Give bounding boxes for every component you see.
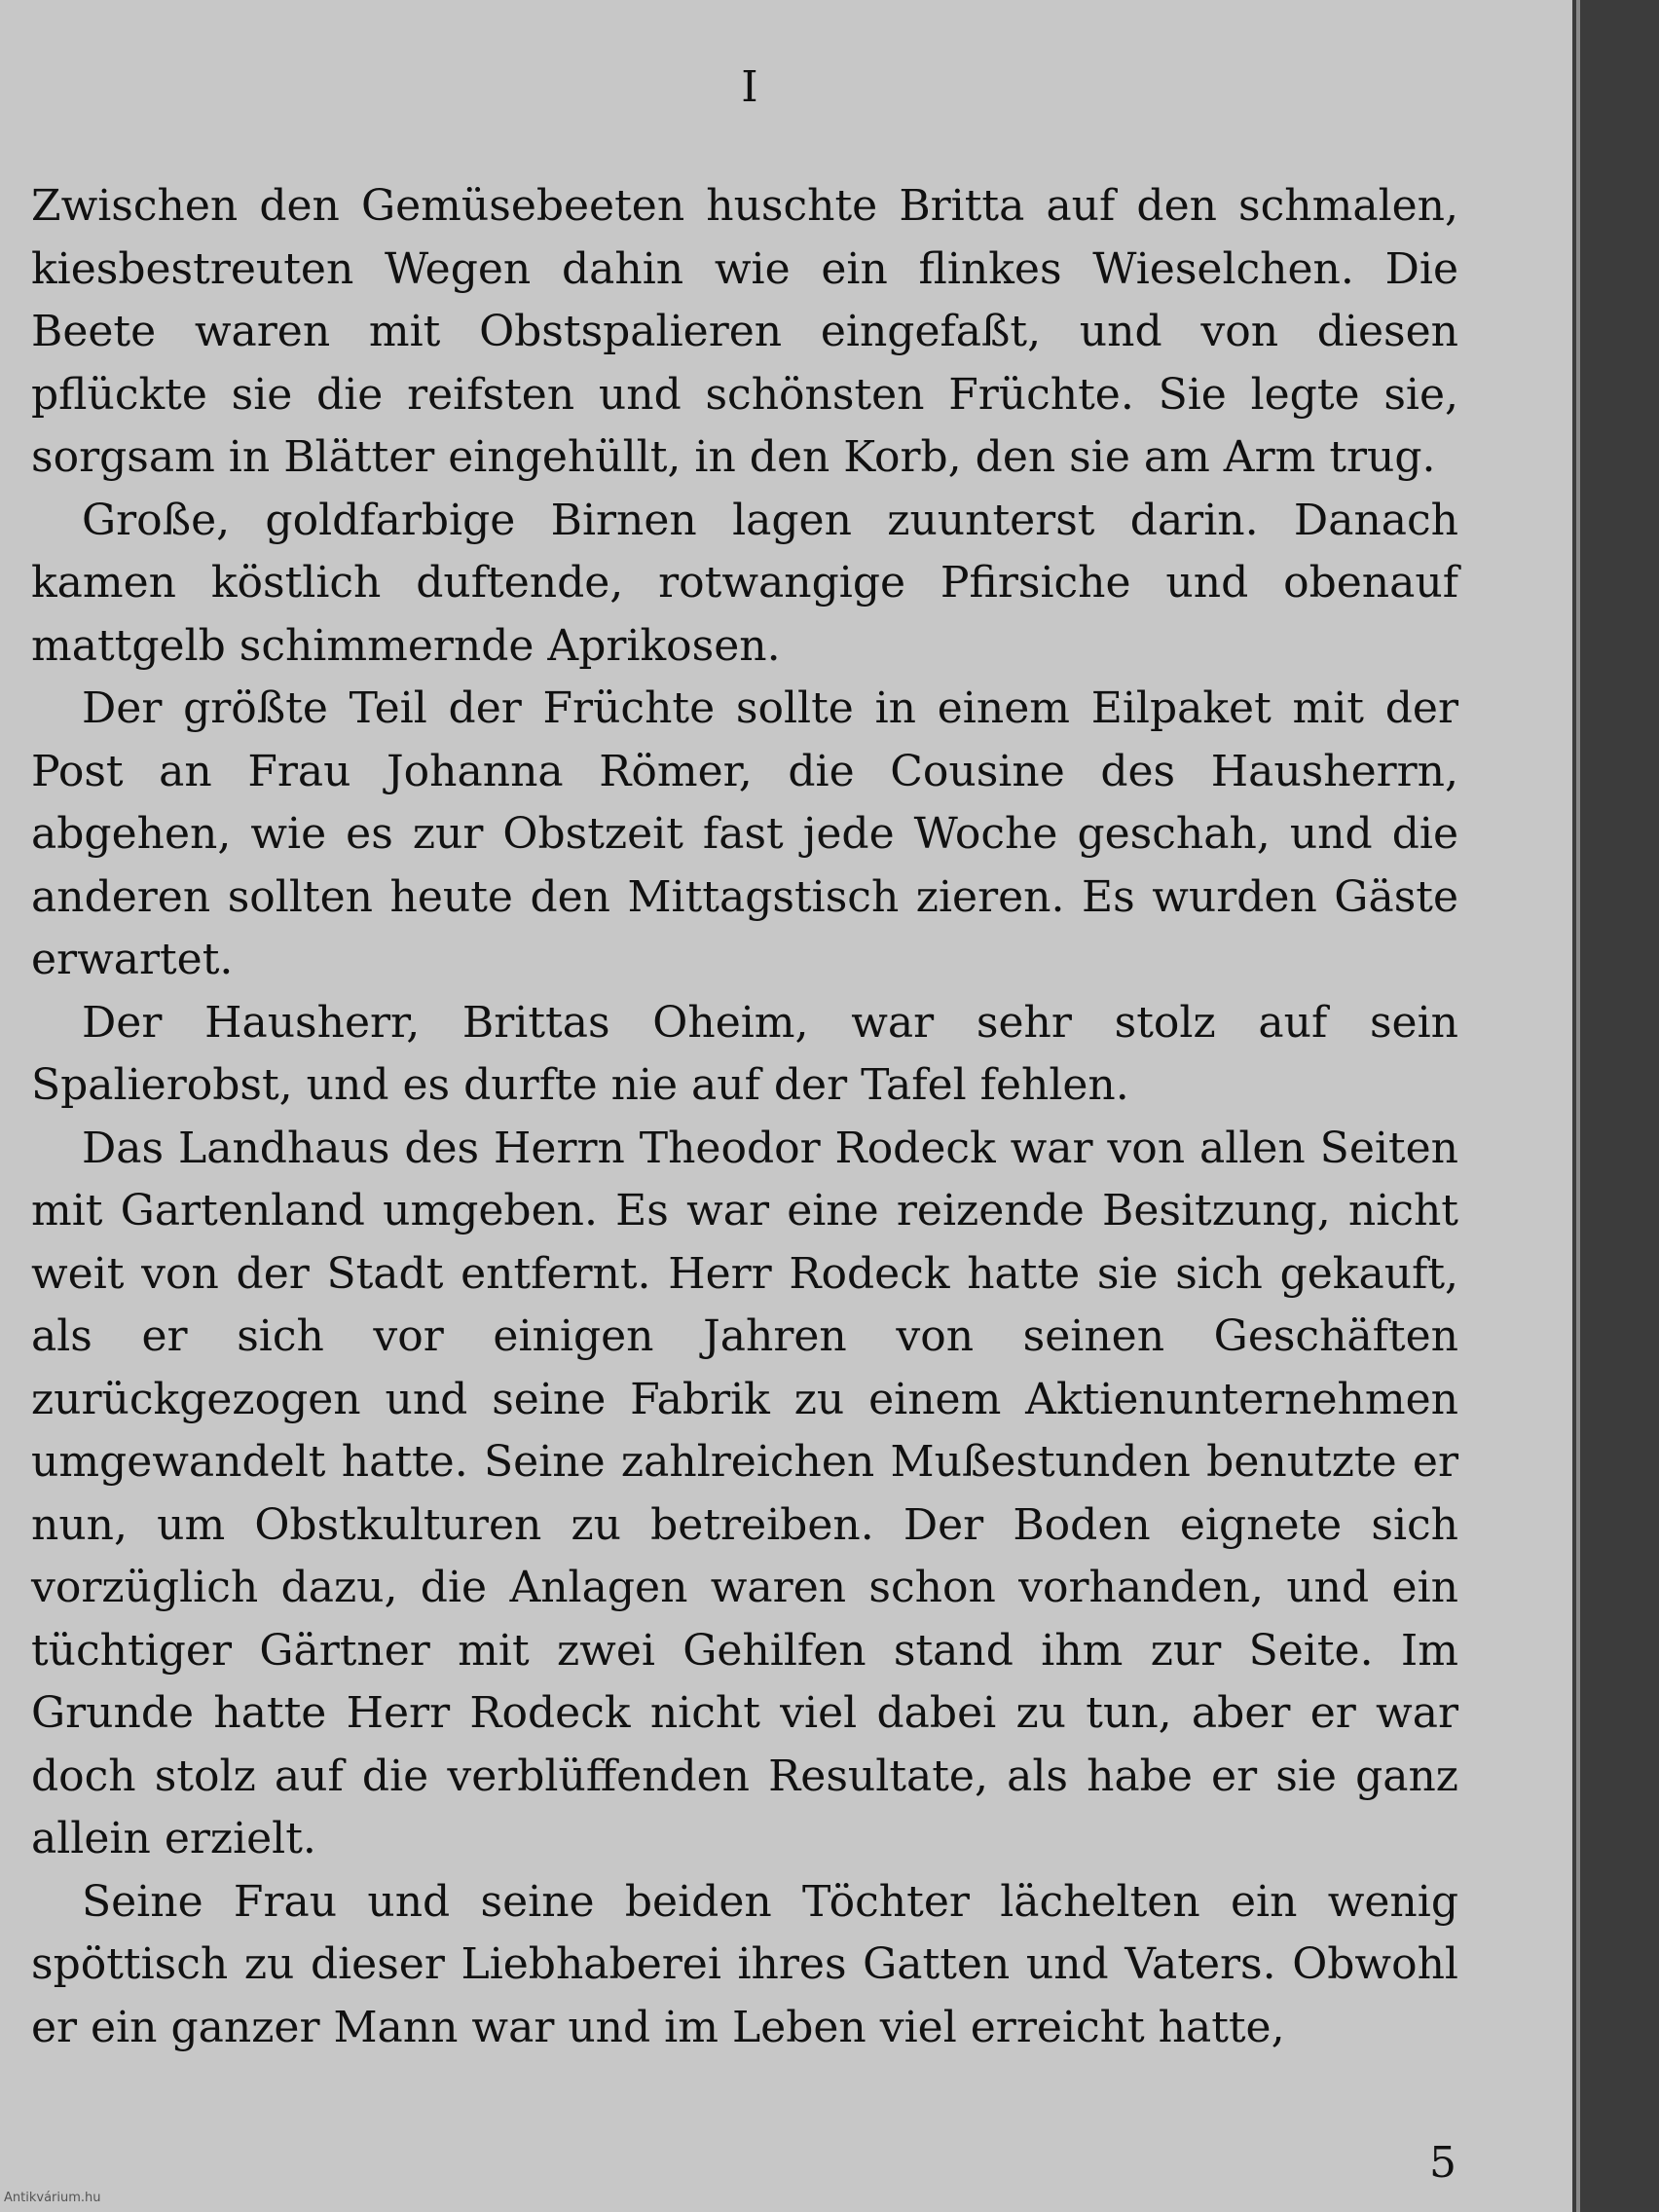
paragraph: Das Landhaus des Herrn Theodor Rodeck war von allen Seiten mit Gartenland umgeben. Es war eine reizende Besitzung, nicht weit von der Stadt entfernt. Herr Rodeck hatte sie sich gekauft, als er sich vor einigen Jahren von seinen Geschäften zurückgezogen und seine Fabrik zu einem Aktienunternehmen umgewandelt hatte. Seine zahlreichen Mußestunden benutzte er nun, um Obstkulturen zu betreiben. Der Boden eignete sich vorzüglich dazu, die Anlagen waren schon vorhanden, und ein tüchtiger Gärtner mit zwei Gehilfen stand ihm zur Seite. Im Grunde hatte Herr Rodeck nicht viel dabei zu tun, aber er war doch stolz auf die verblüffenden Resultate, als habe er sie ganz allein erzielt. <box>31 1123 1458 1863</box>
page-number: 5 <box>1429 2138 1456 2188</box>
body-text <box>31 175 1458 2059</box>
watermark: Antikvárium.hu <box>4 2191 101 2205</box>
page-edge <box>1572 0 1659 2212</box>
page-edge-highlight <box>1576 0 1580 2212</box>
chapter-number: I <box>741 62 758 112</box>
paragraph: Große, goldfarbige Birnen lagen zuunterst darin. Danach kamen köstlich duftende, rotwangige Pfirsiche und obenauf mattgelb schimmernde Aprikosen. <box>31 495 1458 671</box>
paragraph: Zwischen den Gemüsebeeten huschte Britta auf den schmalen, kiesbestreuten Wegen dahin wie ein flinkes Wieselchen. Die Beete waren mit Obstspalieren eingefaßt, und von diesen pflückte sie die reifsten und schönsten Früchte. Sie legte sie, sorgsam in Blätter eingehüllt, in den Korb, den sie am Arm trug. <box>31 181 1458 482</box>
paragraph: Der größte Teil der Früchte sollte in einem Eilpaket mit der Post an Frau Johanna Römer, die Cousine des Hausherrn, abgehen, wie es zur Obstzeit fast jede Woche geschah, und die anderen sollten heute den Mittagstisch zieren. Es wurden Gäste erwartet. <box>31 683 1458 984</box>
paragraph: Der Hausherr, Brittas Oheim, war sehr stolz auf sein Spalierobst, und es durfte nie auf der Tafel fehlen. <box>31 997 1458 1110</box>
paragraph: Seine Frau und seine beiden Töchter lächelten ein wenig spöttisch zu dieser Liebhaberei ihres Gatten und Vaters. Obwohl er ein ganzer Mann war und im Leben viel erreicht hatte, <box>31 1876 1458 2052</box>
